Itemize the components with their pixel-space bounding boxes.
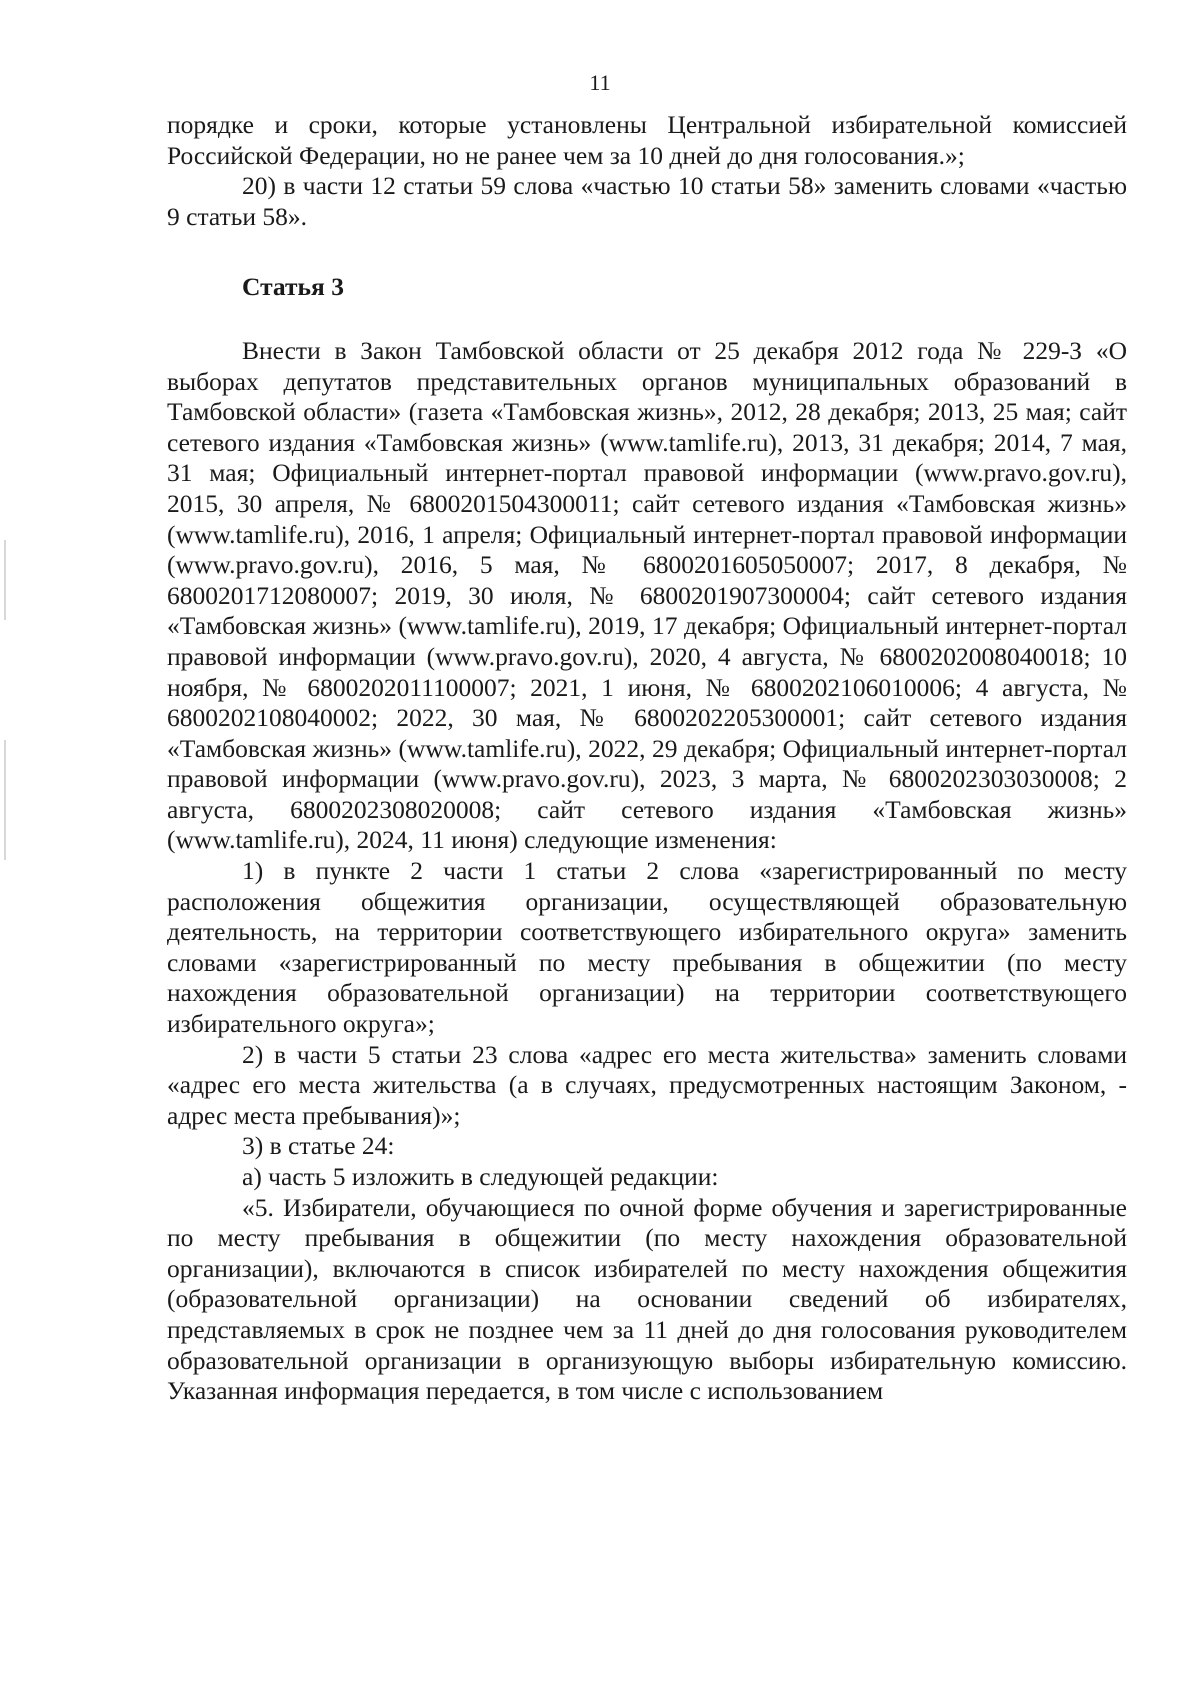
paragraph-item-2: 2) в части 5 статьи 23 слова «адрес его места жительства» заменить словами «адрес его места жительства (а в случаях, предусмотренных настоящим Законом, - адрес места пребывания)»; [167,1039,1127,1130]
paragraph-part-5-text: «5. Избиратели, обучающиеся по очной форме обучения и зарегистрированные по месту пребывания в общежитии (по месту нахождения образовательной организации), включаются в список избирателей по месту нахождения общежития (образовательной организации) на основании сведений об избирателях, представляемых в срок не позднее чем за 11 дней до дня голосования руководителем образовательной организации в организующую выборы избирательную комиссию. Указанная информация передается, в том числе с использованием [167,1192,1127,1406]
paragraph-amendment-intro: Внести в Закон Тамбовской области от 25 декабря 2012 года № 229-З «О выборах депутатов представительных органов муниципальных образований в Тамбовской области» (газета «Тамбовская жизнь», 2012, 28 декабря; 2013, 25 мая; сайт сетевого издания «Тамбовская жизнь» (www.tamlife.ru), 2013, 31 декабря; 2014, 7 мая, 31 мая; Официальный интернет-портал правовой информации (www.pravo.gov.ru), 2015, 30 апреля, № 6800201504300011; сайт сетевого издания «Тамбовская жизнь» (www.tamlife.ru), 2016, 1 апреля; Официальный интернет-портал правовой информации (www.pravo.gov.ru), 2016, 5 мая, № 6800201605050007; 2017, 8 декабря, № 6800201712080007; 2019, 30 июля, № 6800201907300004; сайт сетевого издания «Тамбовская жизнь» (www.tamlife.ru), 2019, 17 декабря; Официальный интернет-портал правовой информации (www.pravo.gov.ru), 2020, 4 августа, № 6800202008040018; 10 ноября, № 6800202011100007; 2021, 1 июня, № 6800202106010006; 4 августа, № 6800202108040002; 2022, 30 мая, № 6800202205300001; сайт сетевого издания «Тамбовская жизнь» (www.tamlife.ru), 2022, 29 декабря; Официальный интернет-портал правовой информации (www.pravo.gov.ru), 2023, 3 марта, № 6800202303030008; 2 августа, 6800202308020008; сайт сетевого издания «Тамбовская жизнь» (www.tamlife.ru), 2024, 11 июня) следующие изменения: [167,335,1127,855]
paragraph-item-3: 3) в статье 24: [242,1131,395,1161]
paragraph-item-1: 1) в пункте 2 части 1 статьи 2 слова «зарегистрированный по месту расположения общежития организации, осуществляющей образовательную деятельность, на территории соответствующего избирательного округа» заменить словами «зарегистрированный по месту пребывания в общежитии (по месту нахождения образовательной организации) на территории соответствующего избирательного округа»; [167,856,1127,1039]
page-number: 11 [589,70,611,95]
document-body [167,110,1127,1407]
paragraph-continuation: порядке и сроки, которые установлены Центральной избирательной комиссией Российской Федерации, но не ранее чем за 10 дней до дня голосования.»; [167,110,1127,170]
scan-edge-mark [4,540,6,620]
paragraph-subitem-a: а) часть 5 изложить в следующей редакции: [242,1162,719,1191]
paragraph-item-20: 20) в части 12 статьи 59 слова «частью 10 статьи 58» заменить словами «частью 9 статьи 58». [167,171,1127,231]
article-heading: Статья 3 [242,272,344,302]
scan-edge-mark [4,740,6,860]
